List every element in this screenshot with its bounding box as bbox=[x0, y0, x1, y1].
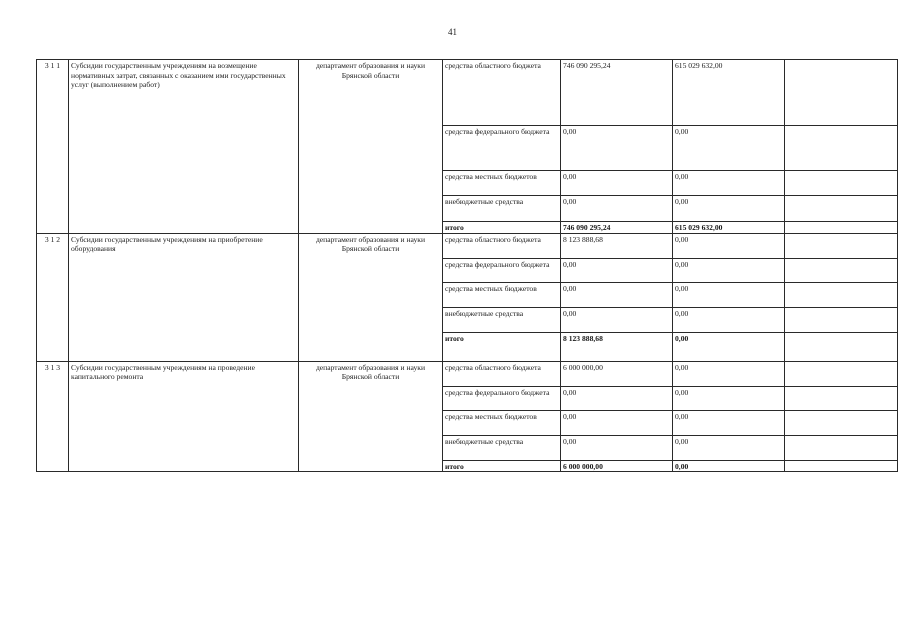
empty-cell bbox=[785, 126, 898, 171]
empty-cell bbox=[785, 233, 898, 258]
page-number: 41 bbox=[448, 27, 457, 37]
funding-source: средства местных бюджетов bbox=[443, 282, 561, 307]
funding-source: средства местных бюджетов bbox=[443, 410, 561, 435]
funding-source: средства федерального бюджета bbox=[443, 126, 561, 171]
value-cell: 0,00 bbox=[561, 258, 673, 282]
funding-source: средства местных бюджетов bbox=[443, 171, 561, 196]
table-row bbox=[37, 361, 898, 386]
measure-title: Субсидии государственным учреждениям на возмещение нормативных затрат, связанных с оказанием ими государственных услуг (выполнением работ) bbox=[69, 60, 299, 234]
measure-title: Субсидии государственным учреждениям на проведение капитального ремонта bbox=[69, 361, 299, 472]
empty-cell bbox=[785, 60, 898, 126]
empty-cell bbox=[785, 435, 898, 460]
value-cell: 0,00 bbox=[673, 282, 785, 307]
value-cell: 0,00 bbox=[673, 435, 785, 460]
measure-title: Субсидии государственным учреждениям на приобретение оборудования bbox=[69, 233, 299, 361]
value-cell: 0,00 bbox=[561, 196, 673, 222]
funding-source: средства областного бюджета bbox=[443, 361, 561, 386]
funding-source: внебюджетные средства bbox=[443, 196, 561, 222]
funding-source-total: итого bbox=[443, 222, 561, 234]
total-value: 0,00 bbox=[673, 332, 785, 361]
row-number: 3 1 3 bbox=[37, 361, 69, 472]
total-value: 746 090 295,24 bbox=[561, 222, 673, 234]
value-cell: 746 090 295,24 bbox=[561, 60, 673, 126]
value-cell: 6 000 000,00 bbox=[561, 361, 673, 386]
department: департамент образования и науки Брянской области bbox=[299, 361, 443, 472]
total-value: 6 000 000,00 bbox=[561, 460, 673, 472]
empty-cell bbox=[785, 410, 898, 435]
empty-cell bbox=[785, 361, 898, 386]
funding-source: внебюджетные средства bbox=[443, 307, 561, 332]
funding-source-total: итого bbox=[443, 460, 561, 472]
value-cell: 0,00 bbox=[561, 410, 673, 435]
value-cell: 0,00 bbox=[673, 171, 785, 196]
funding-source: средства областного бюджета bbox=[443, 233, 561, 258]
value-cell: 0,00 bbox=[561, 171, 673, 196]
value-cell: 0,00 bbox=[561, 126, 673, 171]
funding-source-total: итого bbox=[443, 332, 561, 361]
total-value: 8 123 888,68 bbox=[561, 332, 673, 361]
budget-table bbox=[36, 59, 898, 472]
empty-cell bbox=[785, 258, 898, 282]
value-cell: 0,00 bbox=[673, 233, 785, 258]
value-cell: 0,00 bbox=[673, 196, 785, 222]
value-cell: 0,00 bbox=[561, 435, 673, 460]
value-cell: 0,00 bbox=[673, 258, 785, 282]
funding-source: внебюджетные средства bbox=[443, 435, 561, 460]
department: департамент образования и науки Брянской области bbox=[299, 233, 443, 361]
value-cell: 0,00 bbox=[561, 386, 673, 410]
value-cell: 0,00 bbox=[673, 386, 785, 410]
empty-cell bbox=[785, 282, 898, 307]
department: департамент образования и науки Брянской области bbox=[299, 60, 443, 234]
value-cell: 0,00 bbox=[673, 307, 785, 332]
total-value: 615 029 632,00 bbox=[673, 222, 785, 234]
empty-cell bbox=[785, 460, 898, 472]
table-row bbox=[37, 233, 898, 258]
empty-cell bbox=[785, 307, 898, 332]
empty-cell bbox=[785, 386, 898, 410]
value-cell: 615 029 632,00 bbox=[673, 60, 785, 126]
empty-cell bbox=[785, 222, 898, 234]
empty-cell bbox=[785, 171, 898, 196]
value-cell: 0,00 bbox=[673, 126, 785, 171]
empty-cell bbox=[785, 196, 898, 222]
funding-source: средства федерального бюджета bbox=[443, 386, 561, 410]
value-cell: 8 123 888,68 bbox=[561, 233, 673, 258]
row-number: 3 1 1 bbox=[37, 60, 69, 234]
value-cell: 0,00 bbox=[561, 307, 673, 332]
value-cell: 0,00 bbox=[673, 410, 785, 435]
table-row bbox=[37, 60, 898, 126]
funding-source: средства федерального бюджета bbox=[443, 258, 561, 282]
total-value: 0,00 bbox=[673, 460, 785, 472]
funding-source: средства областного бюджета bbox=[443, 60, 561, 126]
empty-cell bbox=[785, 332, 898, 361]
value-cell: 0,00 bbox=[673, 361, 785, 386]
row-number: 3 1 2 bbox=[37, 233, 69, 361]
value-cell: 0,00 bbox=[561, 282, 673, 307]
